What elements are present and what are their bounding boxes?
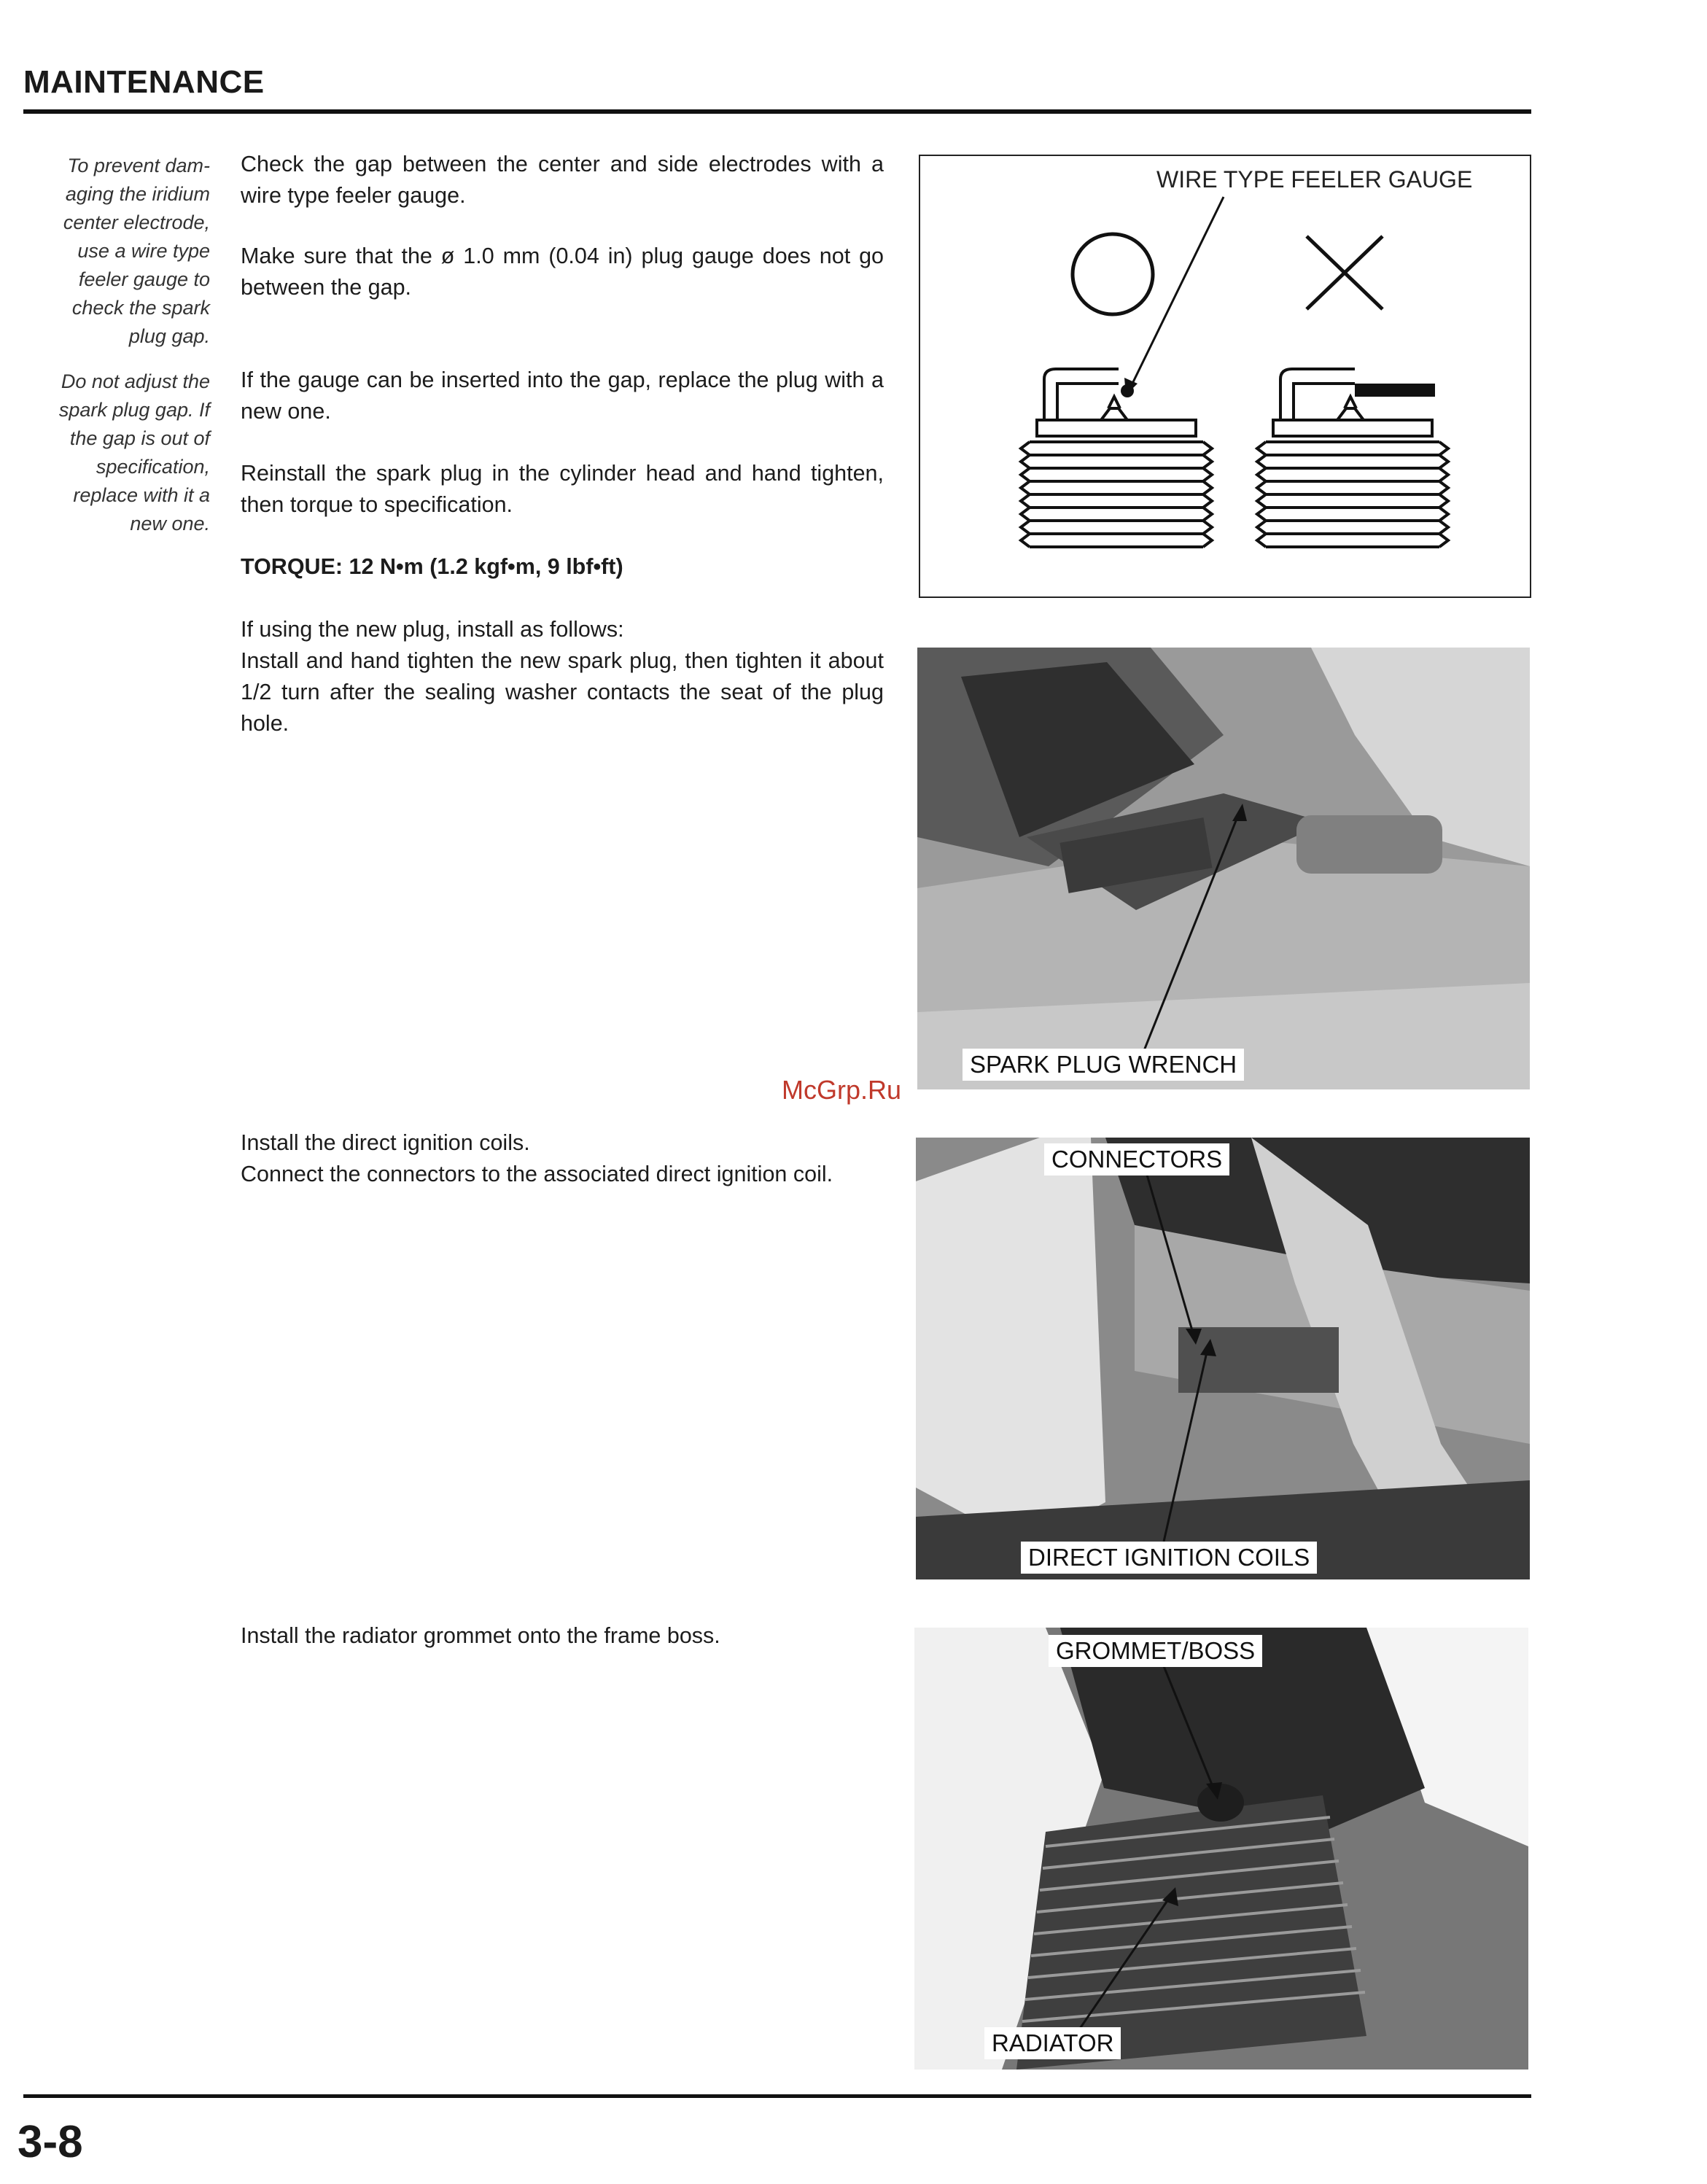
side-note-line: aging the iridium [65,183,210,205]
side-note-line: Do not adjust the [61,370,210,392]
step-text: Install the radiator grommet onto the frame boss. [241,1623,720,1648]
footer-rule [23,2094,1531,2098]
header-rule [23,109,1531,114]
side-note-iridium [23,152,210,351]
wrench-label: SPARK PLUG WRENCH [963,1049,1244,1081]
radiator-label: RADIATOR [984,2027,1121,2059]
section-title: MAINTENANCE [23,64,265,100]
ok-circle-icon [1073,234,1153,314]
feeler-gauge-diagram [919,155,1531,598]
watermark: McGrp.Ru [782,1075,902,1105]
leader-line [1130,197,1224,388]
step-text: Make sure that the ø 1.0 mm (0.04 in) plug gauge does not go between the gap. [241,244,884,300]
step-reinstall [241,458,884,521]
radiator-photo-graphic [914,1628,1528,2070]
step-text: Install and hand tighten the new spark plug, then tighten it about 1/2 turn after the sealing washer contacts the seat of the plug hole. [241,648,884,736]
step-text: Connect the connectors to the associated direct ignition coil. [241,1162,833,1186]
spark-plug-illustration [920,156,1530,596]
side-note-line: specification, [96,456,210,478]
step-ignition-coils [241,1127,884,1190]
side-note-line: To prevent dam- [67,155,210,176]
radiator-grommet-photo [914,1628,1528,2070]
side-note-gap-adjust [23,368,210,538]
step-text: If the gauge can be inserted into the gap, replace the plug with a new one. [241,368,884,424]
torque-spec: TORQUE: 12 N•m (1.2 kgf•m, 9 lbf•ft) [241,554,623,579]
coils-photo-graphic [916,1138,1530,1579]
step-text: Check the gap between the center and side electrodes with a wire type feeler gauge. [241,152,884,208]
side-note-line: check the spark [71,297,210,319]
spark-plug-wrench-photo [917,648,1530,1089]
step-text: Reinstall the spark plug in the cylinder head and hand tighten, then torque to specification. [241,461,884,517]
step-new-plug [241,614,884,739]
feeler-gauge-label: WIRE TYPE FEELER GAUGE [1156,166,1473,193]
step-plug-gauge [241,241,884,303]
side-note-line: replace with it a [73,484,210,506]
step-text: If using the new plug, install as follows: [241,617,624,642]
side-note-line: the gap is out of [69,427,210,449]
step-replace [241,365,884,427]
spark-plug-ok [1021,369,1212,547]
side-note-line: use a wire type [77,240,210,262]
side-note-line: feeler gauge to [78,268,210,290]
side-note-line: center electrode, [63,211,210,233]
step-text: Install the direct ignition coils. [241,1130,530,1155]
ignition-coils-photo [916,1138,1530,1579]
side-note-line: plug gap. [128,325,210,347]
side-note-line: new one. [130,513,210,535]
connectors-label: CONNECTORS [1044,1143,1229,1175]
engine-photo-graphic [917,648,1530,1089]
grommet-boss-label: GROMMET/BOSS [1049,1635,1262,1667]
side-note-line: spark plug gap. If [58,399,210,421]
step-check-gap [241,149,884,211]
ignition-coils-label: DIRECT IGNITION COILS [1021,1542,1317,1574]
step-radiator-grommet [241,1620,884,1652]
gauge-wire-ng [1355,384,1435,397]
page-number: 3-8 [18,2117,83,2167]
